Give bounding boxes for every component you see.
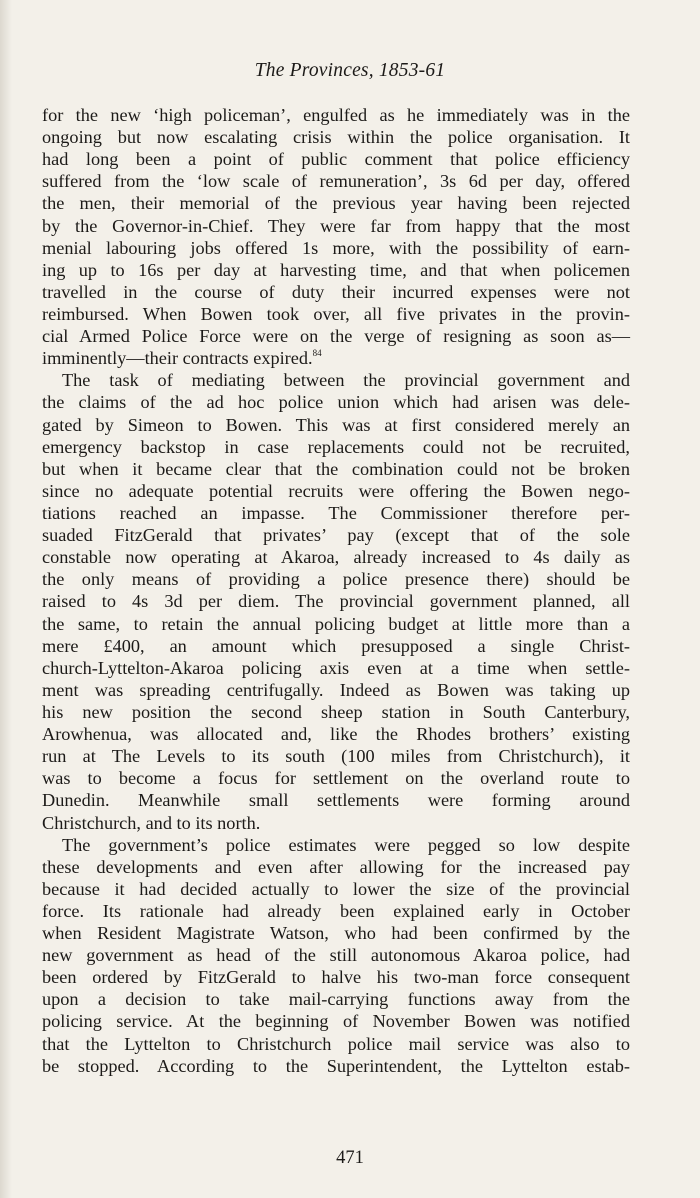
text-line: constable now operating at Akaroa, already increased to 4s daily as <box>42 547 630 568</box>
page-edge-shadow <box>0 0 12 1198</box>
text-line-content: imminently—their contracts expired. <box>42 348 313 369</box>
text-line: ongoing but now escalating crisis within the police organisation. It <box>42 127 630 148</box>
text-line: was to become a focus for settlement on the overland route to <box>42 768 630 789</box>
text-line: gated by Simeon to Bowen. This was at first considered merely an <box>42 414 630 435</box>
text-line: menial labouring jobs offered 1s more, with the possibility of earn- <box>42 237 630 258</box>
text-line <box>42 347 630 369</box>
text-line: emergency backstop in case replacements could not be recruited, <box>42 436 630 457</box>
text-line: the same, to retain the annual policing budget at little more than a <box>42 613 630 634</box>
text-line: ment was spreading centrifugally. Indeed as Bowen was taking up <box>42 679 630 700</box>
text-line: when Resident Magistrate Watson, who had been confirmed by the <box>42 923 630 944</box>
text-line: the claims of the ad hoc police union which had arisen was dele- <box>42 392 630 413</box>
text-line: travelled in the course of duty their incurred expenses were not <box>42 281 630 302</box>
text-line: new government as head of the still autonomous Akaroa police, had <box>42 945 630 966</box>
text-line: upon a decision to take mail-carrying functions away from the <box>42 989 630 1010</box>
text-line: reimbursed. When Bowen took over, all five privates in the provin- <box>42 303 630 324</box>
text-line: Christchurch, and to its north. <box>42 812 261 833</box>
page-number: 471 <box>336 1148 364 1168</box>
text-line: the only means of providing a police presence there) should be <box>42 569 630 590</box>
body-text <box>42 104 630 1077</box>
text-line: suffered from the ‘low scale of remuneration’, 3s 6d per day, offered <box>42 171 630 192</box>
text-line: had long been a point of public comment that police efficiency <box>42 149 630 170</box>
text-line: suaded FitzGerald that privates’ pay (except that of the sole <box>42 525 630 546</box>
text-line: Dunedin. Meanwhile small settlements were forming around <box>42 790 630 811</box>
text-line: by the Governor-in-Chief. They were far from happy that the most <box>42 215 630 236</box>
text-line: that the Lyttelton to Christchurch police mail service was also to <box>42 1033 630 1054</box>
text-line: ing up to 16s per day at harvesting time, and that when policemen <box>42 259 630 280</box>
text-line: been ordered by FitzGerald to halve his two-man force consequent <box>42 967 630 988</box>
text-line: for the new ‘high policeman’, engulfed as he immediately was in the <box>42 105 630 125</box>
text-line: but when it became clear that the combination could not be broken <box>42 458 630 479</box>
text-line: cial Armed Police Force were on the verge of resigning as soon as— <box>42 326 630 347</box>
text-line: The government’s police estimates were pegged so low despite <box>62 834 630 855</box>
text-line: these developments and even after allowing for the increased pay <box>42 856 630 877</box>
text-line: his new position the second sheep station in South Canterbury, <box>42 701 630 722</box>
text-line: raised to 4s 3d per diem. The provincial government planned, all <box>42 591 630 612</box>
footnote-marker: 84 <box>312 348 322 359</box>
text-line: church-Lyttelton-Akaroa policing axis even at a time when settle- <box>42 657 630 678</box>
text-line: policing service. At the beginning of November Bowen was notified <box>42 1011 630 1032</box>
text-line: Arowhenua, was allocated and, like the Rhodes brothers’ existing <box>42 724 630 745</box>
text-line: The task of mediating between the provincial government and <box>62 370 630 391</box>
text-line: run at The Levels to its south (100 miles from Christchurch), it <box>42 746 630 767</box>
text-line: the men, their memorial of the previous year having been rejected <box>42 193 630 214</box>
text-line: since no adequate potential recruits were offering the Bowen nego- <box>42 480 630 501</box>
text-line: mere £400, an amount which presupposed a single Christ- <box>42 635 630 656</box>
text-line: be stopped. According to the Superintendent, the Lyttelton estab- <box>42 1055 630 1076</box>
text-line: force. Its rationale had already been explained early in October <box>42 900 630 921</box>
text-line: tiations reached an impasse. The Commissioner therefore per- <box>42 502 630 523</box>
running-head: The Provinces, 1853-61 <box>254 60 446 81</box>
text-line: because it had decided actually to lower the size of the provincial <box>42 878 630 899</box>
